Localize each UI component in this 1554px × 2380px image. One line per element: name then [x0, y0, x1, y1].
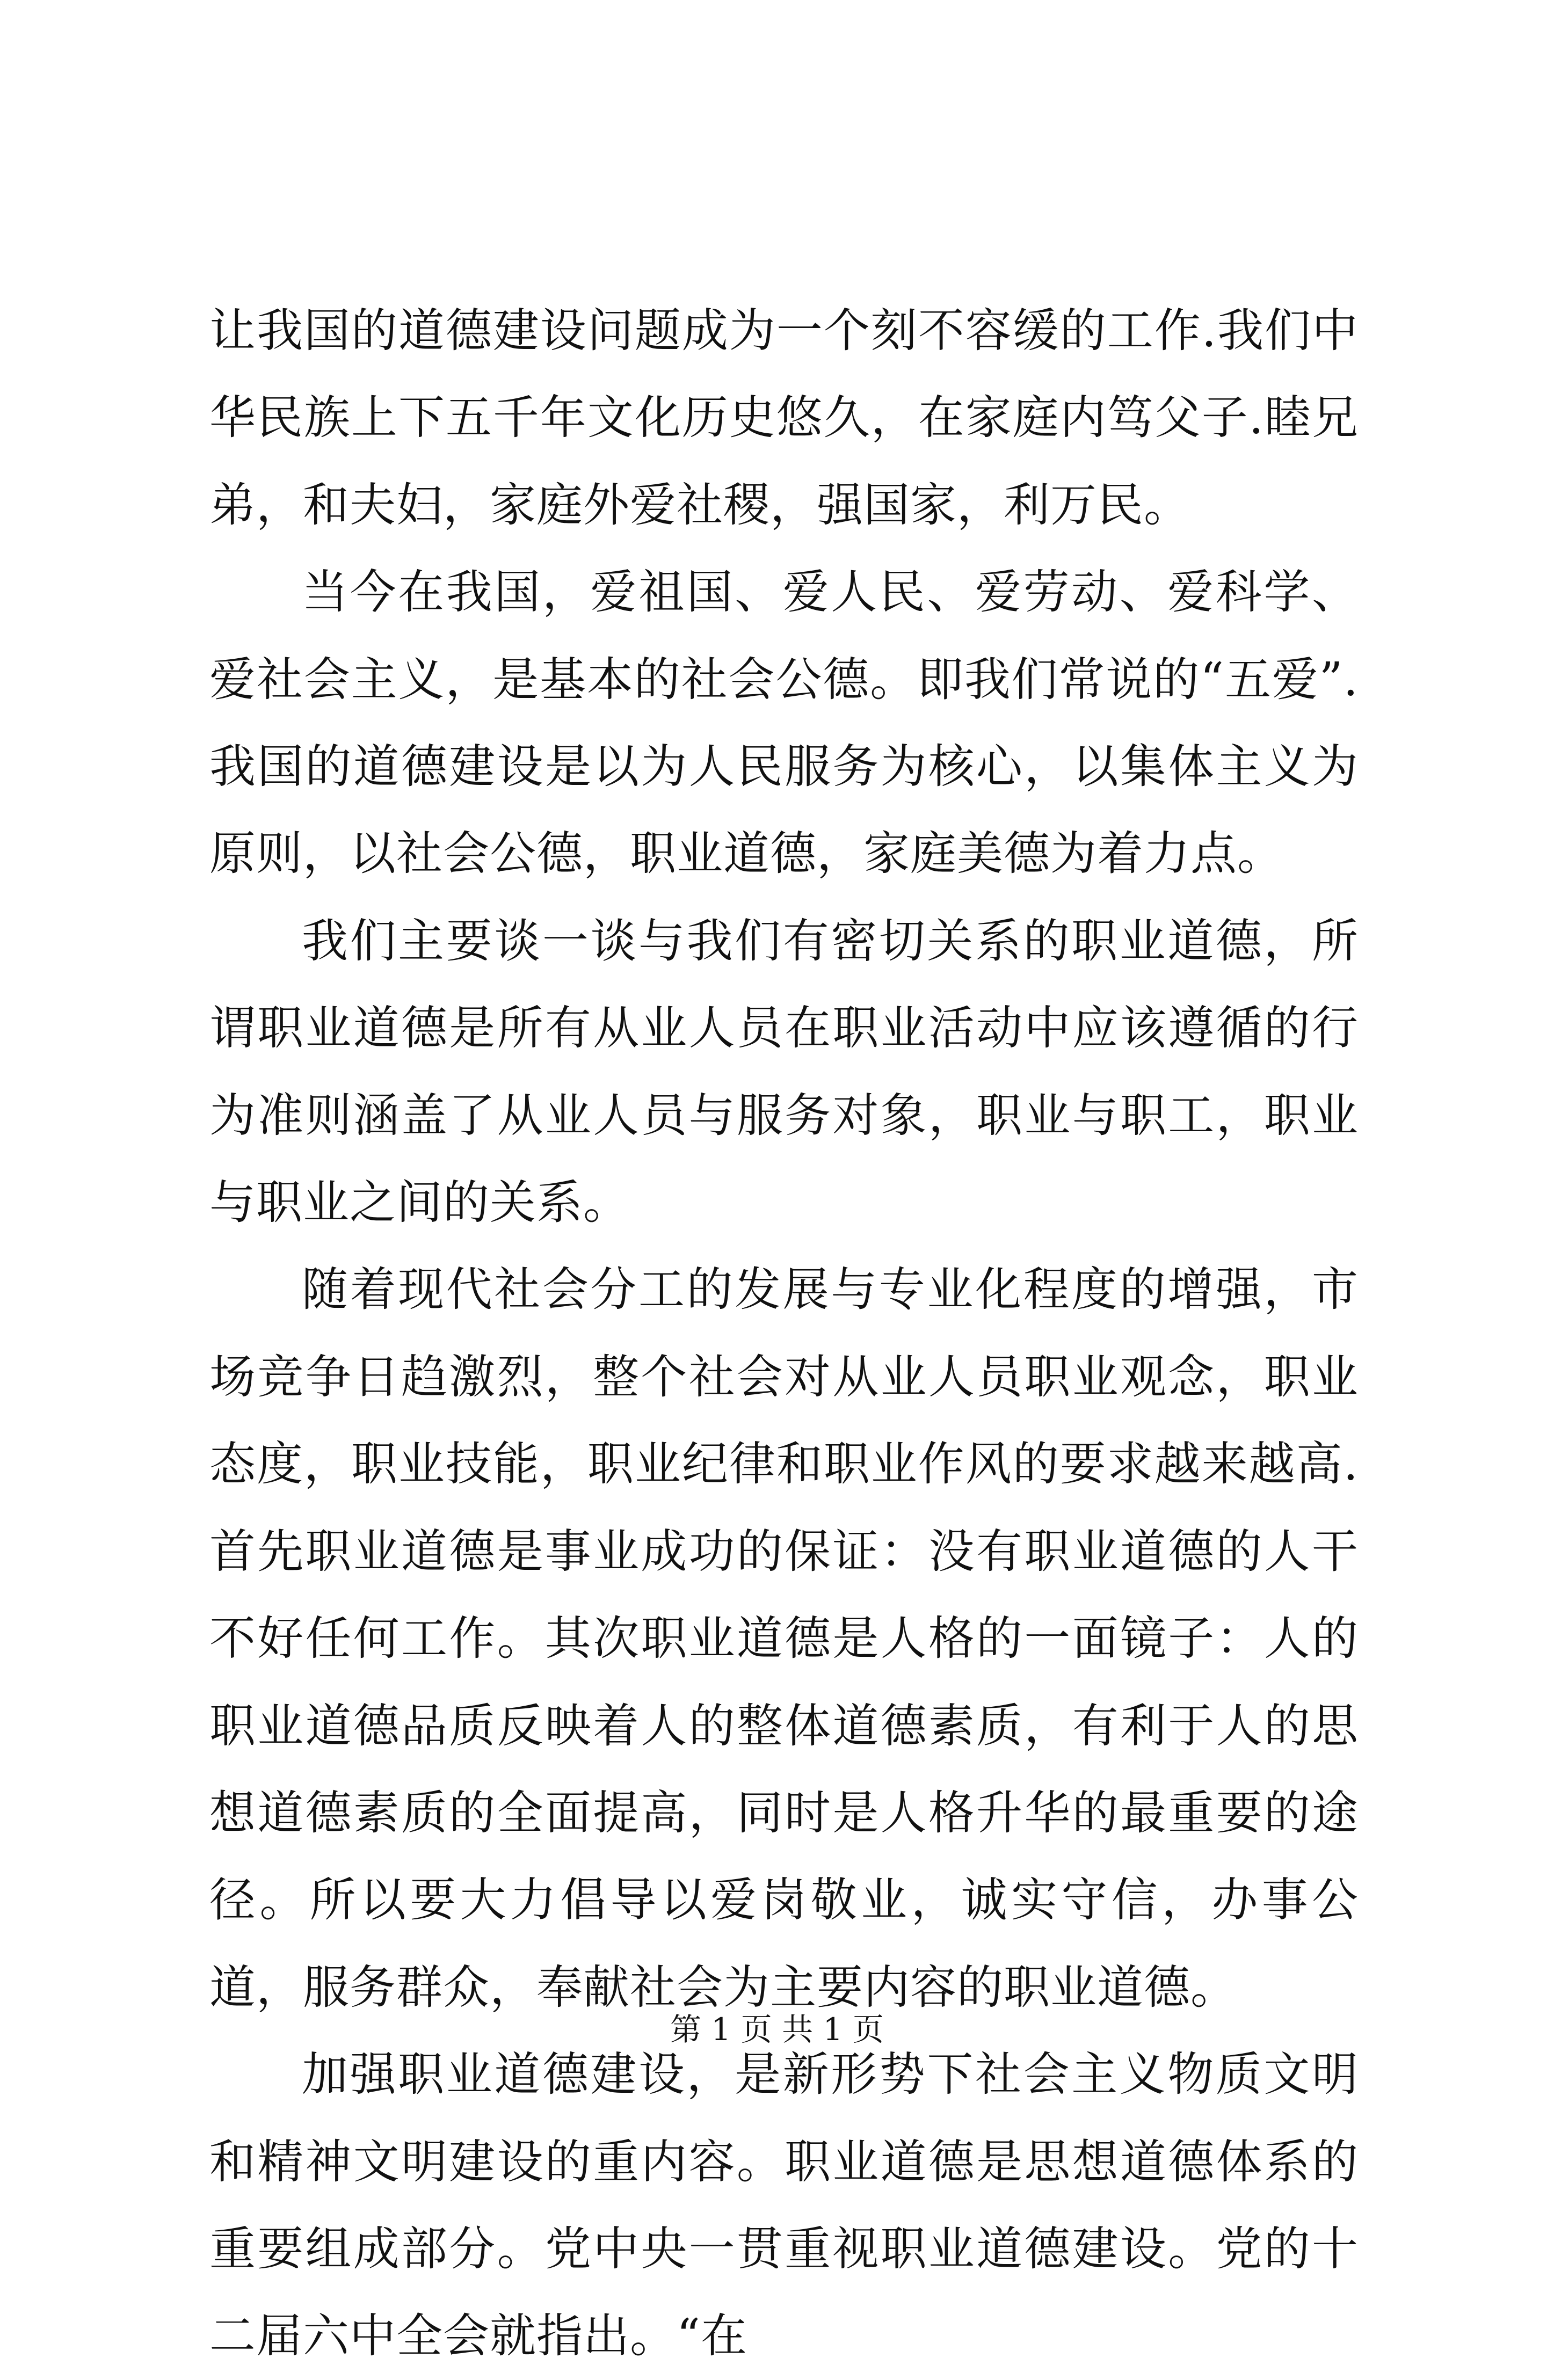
paragraph-2: 当今在我国，爱祖国、爱人民、爱劳动、爱科学、爱社会主义，是基本的社会公德。即我们常说的“五爱”.我国的道德建设是以为人民服务为核心，以集体主义为原则，以社会公德，职业道德，家庭美德为着力点。	[209, 565, 1359, 881]
paragraph-5: 加强职业道德建设，是新形势下社会主义物质文明和精神文明建设的重内容。职业道德是思想道德体系的重要组成部分。党中央一贯重视职业道德建设。党的十二届六中全会就指出。“在	[209, 2048, 1359, 2363]
paragraph-3: 我们主要谈一谈与我们有密切关系的职业道德，所谓职业道德是所有从业人员在职业活动中应该遵循的行为准则涵盖了从业人员与服务对象，职业与职工，职业与职业之间的关系。	[209, 914, 1359, 1230]
document-body	[209, 287, 1359, 2380]
paragraph-4: 随着现代社会分工的发展与专业化程度的增强，市场竞争日趋激烈，整个社会对从业人员职业观念，职业态度，职业技能，职业纪律和职业作风的要求越来越高.首先职业道德是事业成功的保证：没有职业道德的人干不好任何工作。其次职业道德是人格的一面镜子：人的职业道德品质反映着人的整体道德素质，有利于人的思想道德素质的全面提高，同时是人格升华的最重要的途径。所以要大力倡导以爱岗敬业，诚实守信，办事公道，服务群众，奉献社会为主要内容的职业道德。	[209, 1263, 1359, 2014]
page-number-footer: 第 1 页 共 1 页	[670, 2011, 884, 2048]
paragraph-1: 让我国的道德建设问题成为一个刻不容缓的工作.我们中华民族上下五千年文化历史悠久，在家庭内笃父子.睦兄弟，和夫妇，家庭外爱社稷，强国家，利万民。	[209, 304, 1359, 532]
